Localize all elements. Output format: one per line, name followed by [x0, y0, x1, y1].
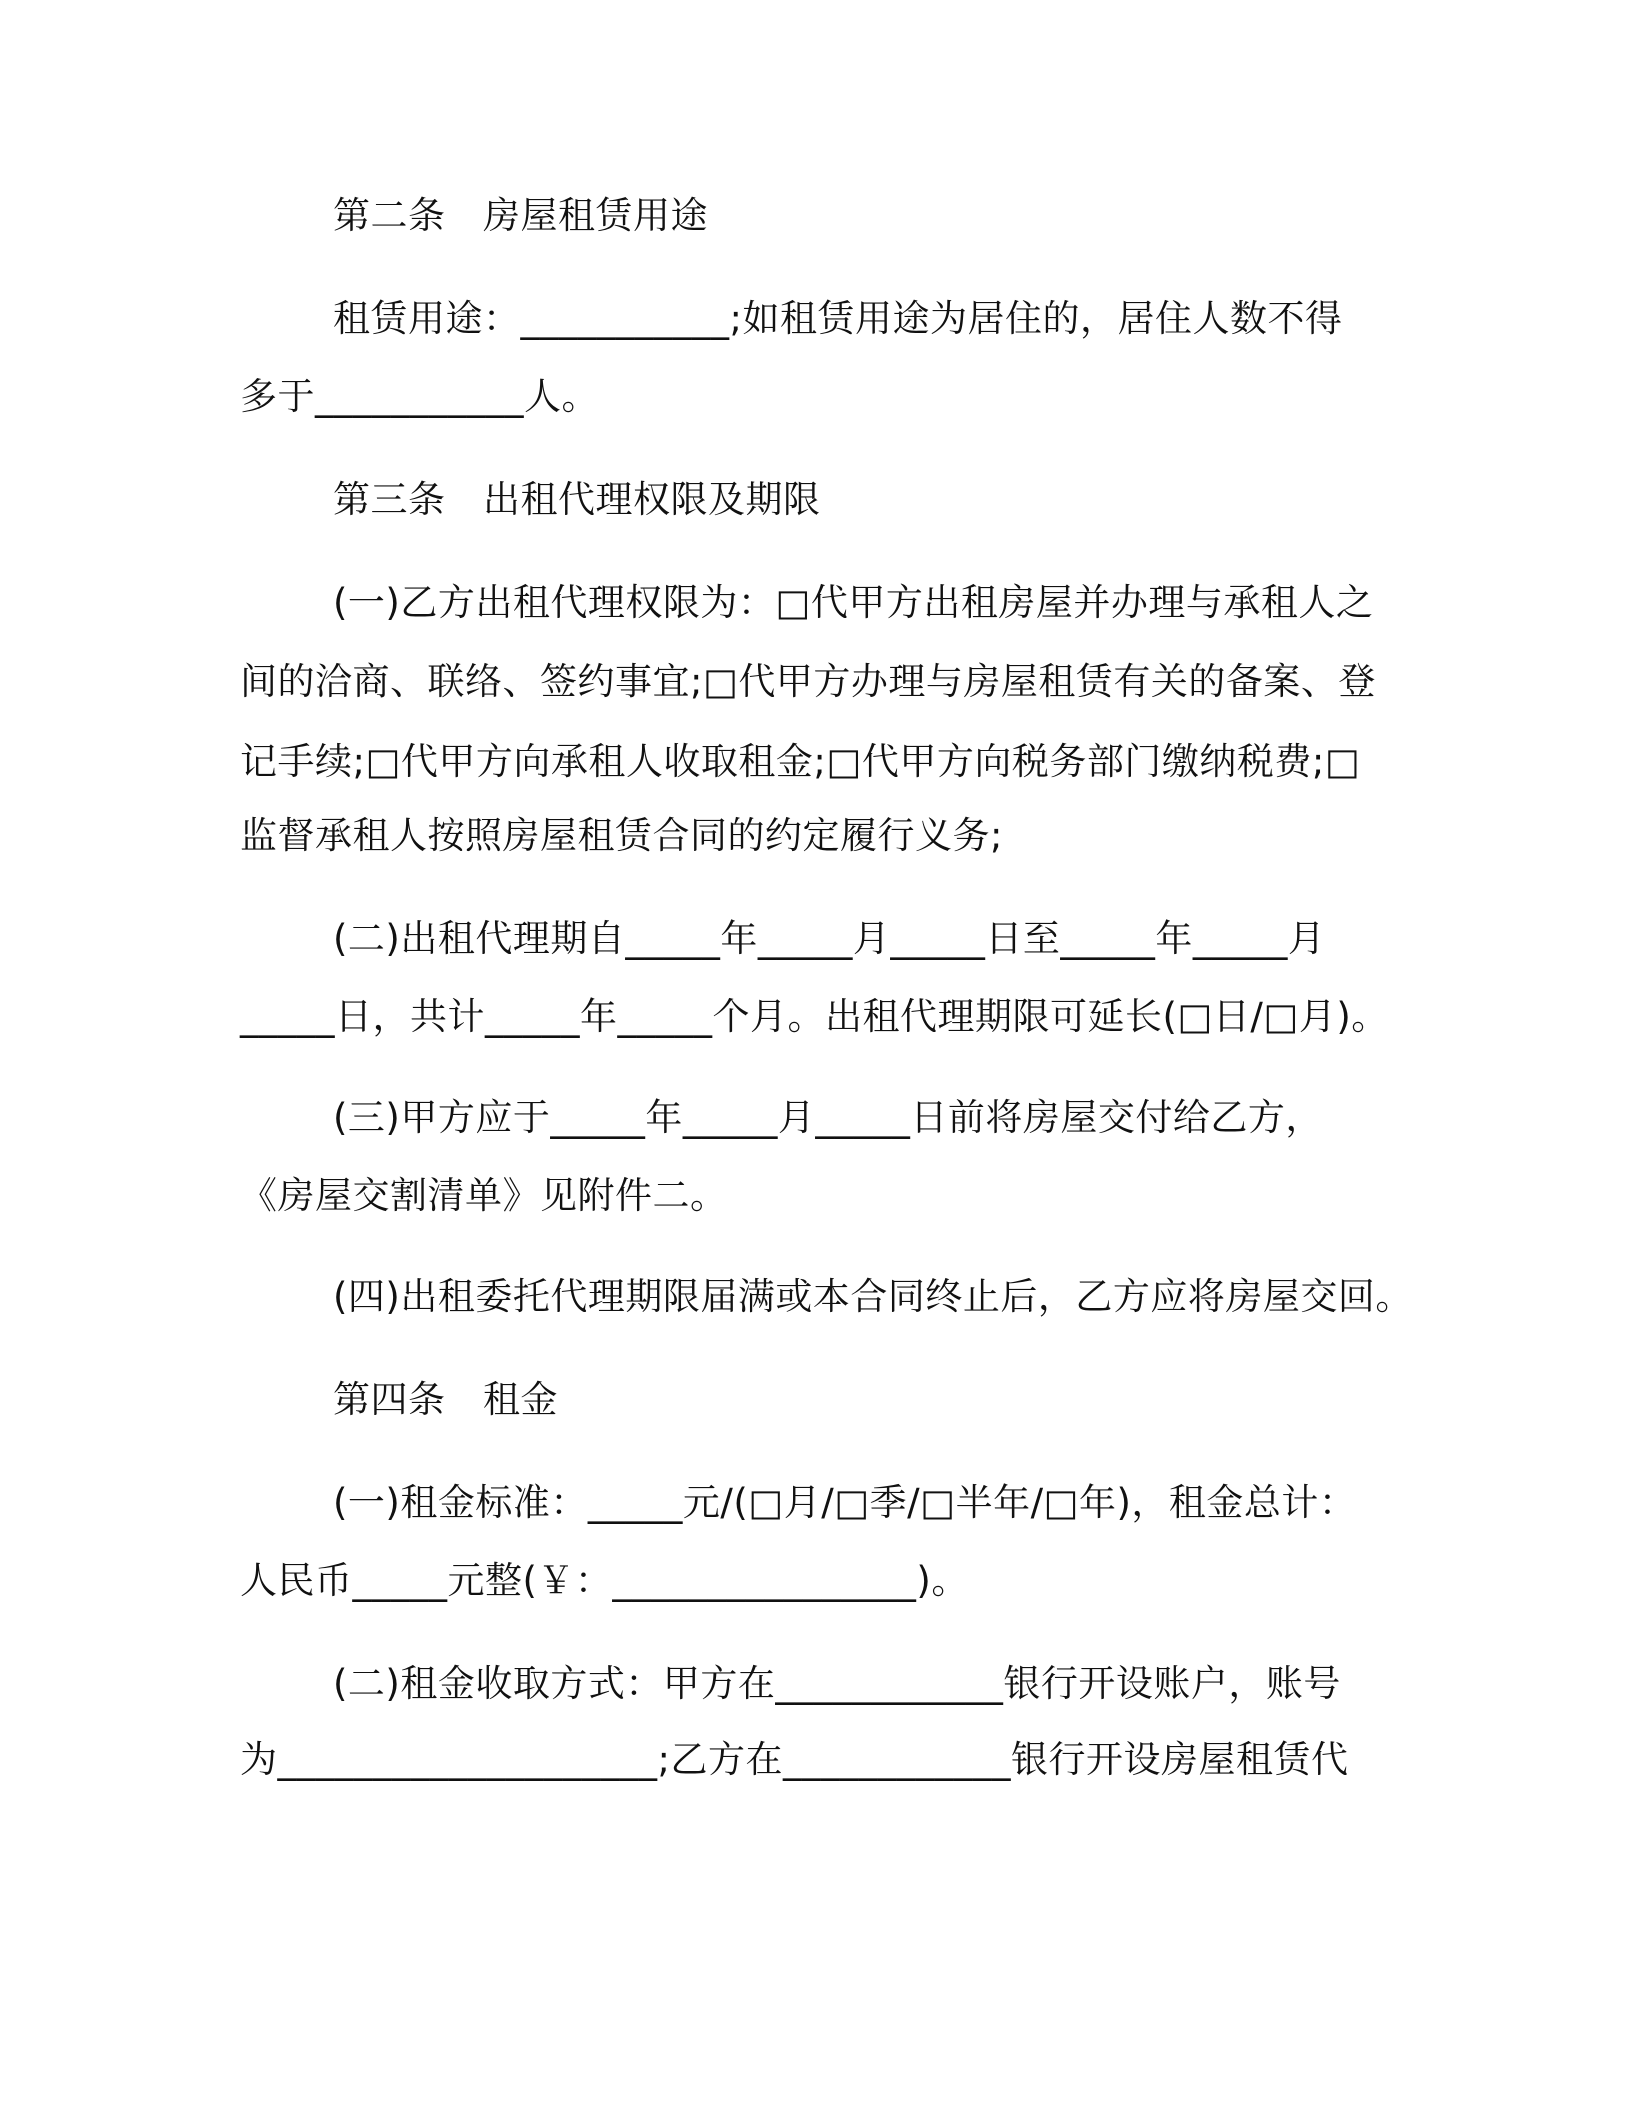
article4-item1-line-2: 人民币_____元整(￥：________________)。 — [240, 1559, 969, 1602]
article3-item1-line-2: 间的洽商、联络、签约事宜;□代甲方办理与房屋租赁有关的备案、登 — [240, 660, 1376, 703]
article3-item1-line-3: 记手续;□代甲方向承租人收取租金;□代甲方向税务部门缴纳税费;□ — [240, 740, 1361, 783]
article3-item4: (四)出租委托代理期限届满或本合同终止后，乙方应将房屋交回。 — [333, 1275, 1413, 1318]
article4-item2-line-2: 为____________________;乙方在____________银行开设房屋租赁代 — [240, 1738, 1349, 1781]
article4-item1-line-1: (一)租金标准：_____元/(□月/□季/□半年/□年)，租金总计： — [333, 1481, 1357, 1524]
article4-heading: 第四条 租金 — [333, 1378, 558, 1421]
article2-line-1: 租赁用途：___________;如租赁用途为居住的，居住人数不得 — [333, 297, 1343, 340]
article4-item2-line-1: (二)租金收取方式：甲方在____________银行开设账户，账号 — [333, 1662, 1341, 1705]
article2-line-2: 多于___________人。 — [240, 375, 599, 418]
article3-item2-line-2: _____日，共计_____年_____个月。出租代理期限可延长(□日/□月)。 — [240, 995, 1389, 1038]
article3-item1-line-4: 监督承租人按照房屋租赁合同的约定履行义务; — [240, 814, 1003, 857]
article3-item1-line-1: (一)乙方出租代理权限为：□代甲方出租房屋并办理与承租人之 — [333, 581, 1374, 624]
article3-item2-line-1: (二)出租代理期自_____年_____月_____日至_____年_____月 — [333, 917, 1326, 960]
article3-item3-line-2: 《房屋交割清单》见附件二。 — [240, 1174, 728, 1217]
article3-item3-line-1: (三)甲方应于_____年_____月_____日前将房屋交付给乙方， — [333, 1096, 1323, 1139]
article3-heading: 第三条 出租代理权限及期限 — [333, 478, 821, 521]
article2-heading: 第二条 房屋租赁用途 — [333, 194, 708, 237]
